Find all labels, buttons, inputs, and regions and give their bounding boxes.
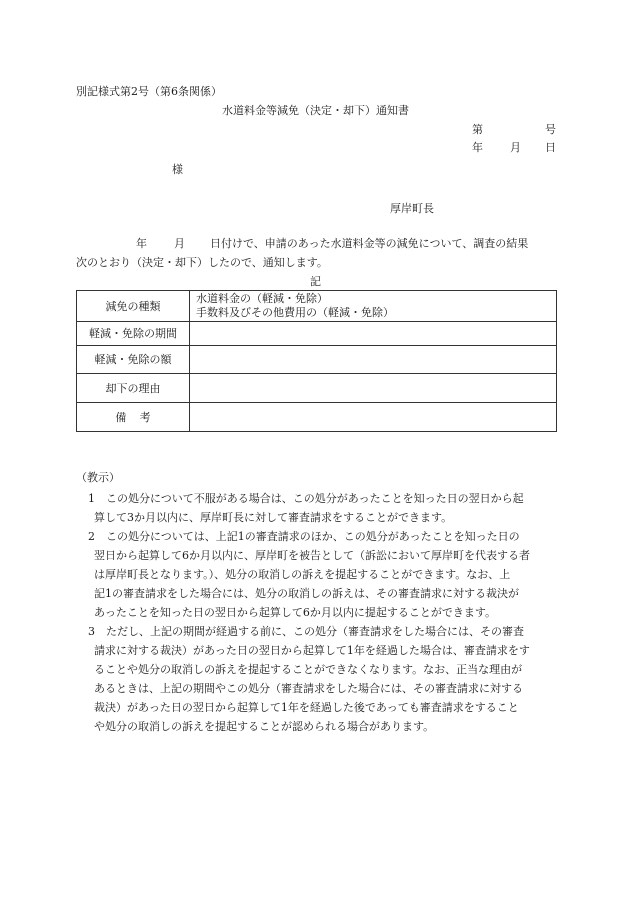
notes-list <box>76 489 557 736</box>
table-row-remarks <box>77 403 557 432</box>
body-line-2: 次のとおり（決定・却下）したので、通知します。 <box>76 256 328 269</box>
note-line: ることや処分の取消しの訴えを提起することができなくなります。なお、正当な理由が <box>94 663 523 676</box>
table-row-amount <box>77 346 557 374</box>
note-item <box>76 622 557 736</box>
form-identifier: 別記様式第2号（第6条関係） <box>76 85 222 98</box>
date-year-label: 年 <box>472 141 483 154</box>
note-number: 3 <box>88 625 95 638</box>
note-line: 裁決）があった日の翌日から起算して1年を経過した後であっても審査請求をすること <box>94 701 519 714</box>
row-value-rejection <box>190 374 557 403</box>
document-title: 水道料金等減免（決定・却下）通知書 <box>222 104 409 117</box>
row-value-remarks <box>190 403 557 432</box>
note-item <box>76 527 557 622</box>
body-line-1-text: 日付けで、申請のあった水道料金等の減免について、調査の結果 <box>210 237 529 250</box>
note-line: や処分の取消しの訴えを提起することが認められる場合があります。 <box>94 720 435 733</box>
number-label: 第 <box>472 123 483 136</box>
row-value-amount <box>190 346 557 374</box>
row-label-amount: 軽減・免除の額 <box>77 346 190 374</box>
body-year-label: 年 <box>136 237 147 250</box>
table-row-rejection <box>77 374 557 403</box>
note-line: 請求に対する裁決）があった日の翌日から起算して1年を経過した場合は、審査請求をす <box>94 644 530 657</box>
type-option-fees: 手数料及びその他費用の（軽減・免除） <box>196 306 394 319</box>
issuer-name: 厚岸町長 <box>390 202 434 215</box>
type-option-water: 水道料金の（軽減・免除） <box>196 292 328 305</box>
note-line: 算して3か月以内に、厚岸町長に対して審査請求をすることができます。 <box>94 511 453 524</box>
row-value-period <box>190 322 557 346</box>
date-month-label: 月 <box>510 141 521 154</box>
notes-heading: （教示） <box>76 471 120 484</box>
remarks-label-text: 備考 <box>115 410 164 424</box>
addressee-suffix: 様 <box>172 163 183 176</box>
note-line: 記1の審査請求をした場合には、処分の取消しの訴えは、その審査請求に対する裁決が <box>94 587 519 600</box>
number-suffix: 号 <box>545 123 556 136</box>
note-line: ただし、上記の期間が経過する前に、この処分（審査請求をした場合には、その審査 <box>106 625 524 638</box>
note-number: 2 <box>88 530 95 543</box>
body-month-label: 月 <box>174 237 185 250</box>
note-line: この処分については、上記1の審査請求のほか、この処分があったことを知った日の <box>106 530 520 543</box>
row-value-type <box>190 291 557 322</box>
row-label-rejection: 却下の理由 <box>77 374 190 403</box>
note-line: は厚岸町長となります。）、処分の取消しの訴えを提起することができます。なお、上 <box>94 568 511 581</box>
row-label-type: 減免の種類 <box>77 291 190 322</box>
note-line: あったことを知った日の翌日から起算して6か月以内に提起することができます。 <box>94 606 497 619</box>
table-row-type <box>77 291 557 322</box>
reduction-table <box>76 290 557 432</box>
note-number: 1 <box>88 492 95 505</box>
note-line: あるときは、上記の期間やこの処分（審査請求をした場合には、その審査請求に対する <box>94 682 523 695</box>
date-day-label: 日 <box>545 141 556 154</box>
note-item <box>76 489 557 527</box>
row-label-period: 軽減・免除の期間 <box>77 322 190 346</box>
note-line: 翌日から起算して6か月以内に、厚岸町を被告として（訴訟において厚岸町を代表する者 <box>94 549 530 562</box>
note-line: この処分について不服がある場合は、この処分があったことを知った日の翌日から起 <box>106 492 524 505</box>
ki-heading: 記 <box>310 275 321 288</box>
row-label-remarks <box>77 403 190 432</box>
table-row-period <box>77 322 557 346</box>
